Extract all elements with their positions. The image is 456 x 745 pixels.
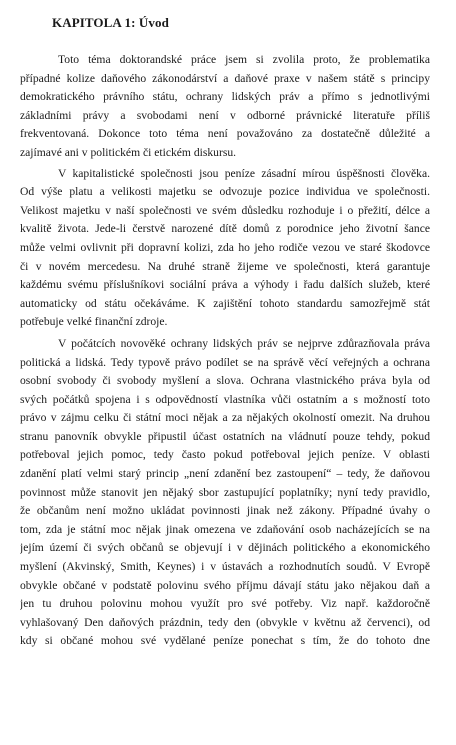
text-line: může velmi ovlivnit při dopravní kolizi, zda ho jeho rodiče vezou ve staré škodovce bbox=[20, 240, 430, 254]
text-line: V kapitalistické společnosti jsou peníze zásadní mírou úspěšnosti člověka. bbox=[58, 166, 430, 180]
text-line: právo v zájmu celku či státní moci nějak a za nějakých okolností omezit. Na druhou bbox=[20, 411, 430, 425]
text-line: jejím území či svých občanů se objevují i v dějinách politického a ekonomického bbox=[20, 541, 430, 555]
text-line: tom, zda je státní moc nějak jinak omezena ve zdaňování osob nacházejících se na bbox=[20, 522, 430, 536]
text-line: V počátcích novověké ochrany lidských práv se nejprve zdůrazňovala práva bbox=[58, 336, 430, 350]
text-line: svých počátků spojena i s odpovědností vlastníka vůči ostatním a s možností toto bbox=[20, 392, 430, 406]
text-line: každému svému příslušníkovi sociální práva a výhody i řadu dalších služeb, které bbox=[20, 278, 430, 292]
paragraph-1 bbox=[20, 51, 430, 163]
text-line: základními právy a svobodami není v odborné právnické literatuře příliš bbox=[20, 108, 430, 122]
text-line: zajímavé ani v politickém či etickém diskursu. bbox=[20, 145, 237, 159]
text-line: potřebuje velké finanční zdroje. bbox=[20, 315, 168, 329]
chapter-heading: KAPITOLA 1: Úvod bbox=[52, 15, 169, 30]
text-line: frekventovaná. Dokonce toto téma není považováno za dostatečně důležité a bbox=[20, 127, 430, 141]
text-line: Toto téma doktorandské práce jsem si zvolila proto, že problematika bbox=[58, 53, 430, 66]
text-line: potřeboval jejich pomoc, tedy často pokud potřeboval jejich peníze. V oblasti bbox=[20, 448, 430, 462]
paragraph-3 bbox=[20, 335, 430, 651]
text-line: vyhlašovaný Den daňových prázdnin, tedy den (obvykle v květnu až červenci), od bbox=[20, 615, 430, 629]
text-line: politická a lidská. Tedy typově právo podílet se na správě věcí veřejných a ochrana bbox=[20, 355, 430, 369]
text-line: stranu panovník obvykle připustil účast ostatních na vládnutí pouze tehdy, pokud bbox=[20, 429, 430, 443]
text-line: myšlení (Akvinský, Smith, Keynes) i v ústavách a rozhodnutích soudů. V Evropě bbox=[20, 560, 430, 574]
text-line: demokratického právního státu, ochrany lidských práv a přímo s jednotlivými bbox=[20, 90, 430, 104]
text-line: případné kolize daňového zákonodárství a daňové praxe v našem státě s principy bbox=[20, 71, 430, 85]
body-text bbox=[20, 51, 430, 651]
text-line: obvykle občané v podstatě polovinu svého příjmu dávají státu jako nějakou daň a bbox=[20, 578, 430, 592]
text-line: zdanění platí velmi starý princip „není zdanění bez zastoupení“ – tedy, že daňovou bbox=[20, 467, 430, 481]
text-line: Od výše platu a velikosti majetku se odvozuje pozice individua ve společnosti. bbox=[20, 185, 430, 199]
text-line: Velikost majetku v naší společnosti ve svém důsledku rozhoduje i o přežití, délce a bbox=[20, 203, 430, 217]
text-line: kdy si občané mohou své vydělané peníze ponechat s tím, že do tohoto dne bbox=[20, 634, 430, 648]
text-line: automaticky od státu očekáváme. K zajištění tohoto standardu samozřejmě stát bbox=[20, 296, 430, 310]
text-line: povinnost může stanovit jen nějaký sbor zastupující poplatníky; nyní tedy pravidlo, bbox=[20, 485, 430, 499]
text-line: že občanům není možno ukládat povinnosti jinak než zákony. Případné úvahy o bbox=[20, 504, 430, 518]
text-line: či v novém mercedesu. Na druhé straně žijeme ve společnosti, která garantuje bbox=[20, 259, 430, 273]
text-line: jen tu druhou polovinu mohou využít pro své potřeby. Viz např. každoročně bbox=[20, 597, 430, 611]
text-line: kvalitě života. Jede-li čerstvě narozené dítě domů z porodnice jeho životní šance bbox=[20, 222, 430, 236]
text-line: osobní svobody či svobody myšlení a slova. Ochrana vlastnického práva byla od bbox=[20, 374, 430, 388]
paragraph-2 bbox=[20, 165, 430, 332]
